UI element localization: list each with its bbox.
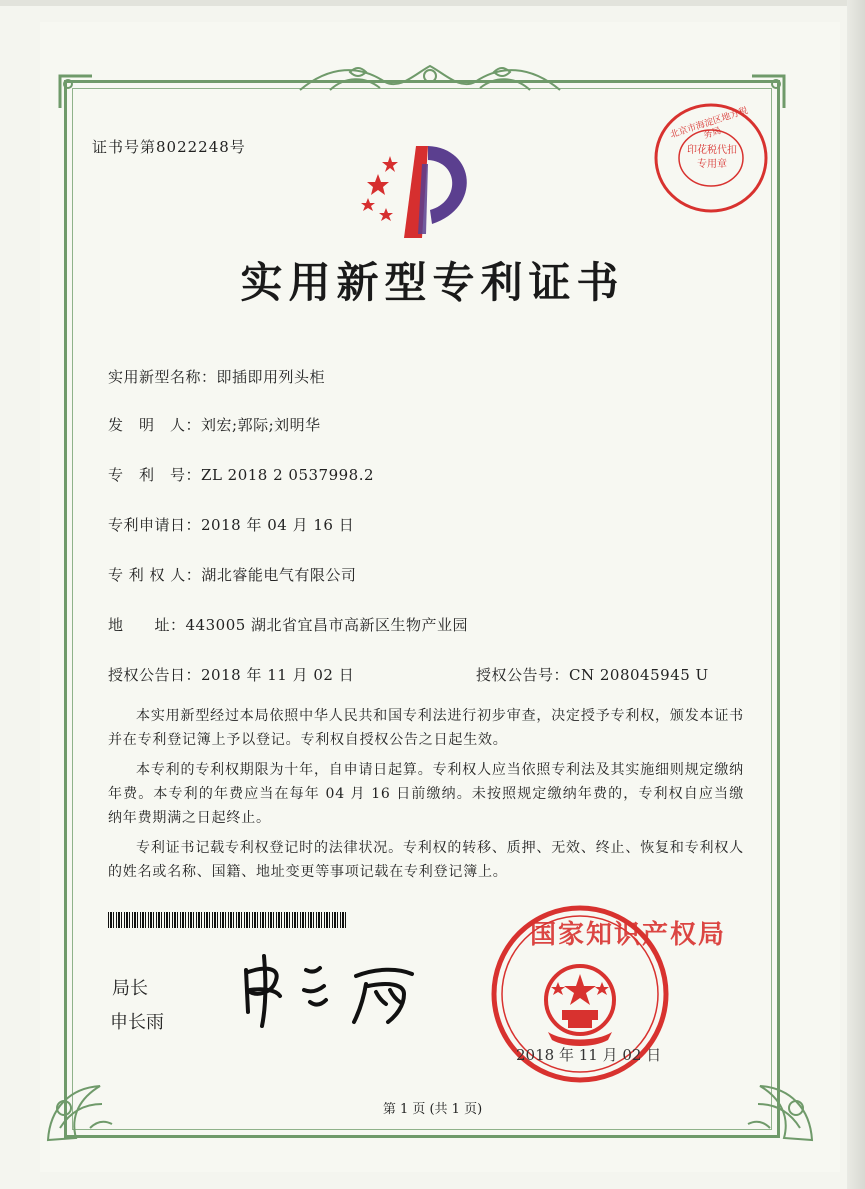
field-label: 专 利 号： <box>108 466 202 484</box>
director-name: 申长雨 <box>110 1012 164 1033</box>
scan-edge-top <box>0 0 865 6</box>
paragraph-grant-decision: 本实用新型经过本局依照中华人民共和国专利法进行初步审查，决定授予专利权，颁发本证书并在专利登记簿上予以登记。专利权自授权公告之日起生效。 <box>108 708 744 748</box>
seal-date: 2018 年 11 月 02 日 <box>516 1046 662 1064</box>
paragraph-legal-status: 专利证书记载专利权登记时的法律状况。专利权的转移、质押、无效、终止、恢复和专利权人的姓名或名称、国籍、地址变更等事项记载在专利登记簿上。 <box>108 840 744 880</box>
signature-icon <box>236 950 436 1030</box>
grant-number <box>476 664 709 685</box>
certificate-title: 实用新型专利证书 <box>240 258 625 307</box>
grant-date-value: 2018 年 11 月 02 日 <box>201 666 355 684</box>
grant-date <box>108 664 354 685</box>
field-value: ZL 2018 2 0537998.2 <box>201 466 375 484</box>
top-ornament-icon <box>290 60 570 96</box>
cnipa-logo-icon <box>356 138 486 248</box>
scan-edge-right <box>847 0 865 1189</box>
field-inventors <box>108 414 321 435</box>
field-label: 发 明 人： <box>108 416 202 434</box>
field-value: 刘宏;郭际;刘明华 <box>201 416 321 434</box>
grant-number-value: CN 208045945 U <box>569 666 709 684</box>
tax-stamp-inner-text: 印花税代扣专用章 <box>687 145 737 170</box>
field-patentee <box>108 564 356 585</box>
field-label: 实用新型名称： <box>108 368 217 386</box>
barcode <box>108 912 346 928</box>
field-value: 2018 年 04 月 16 日 <box>201 516 355 534</box>
field-label: 地 址： <box>108 616 186 634</box>
certificate-number: 证书号第8022248号 <box>92 138 246 156</box>
field-label: 专利申请日： <box>108 516 202 534</box>
field-utility-model-name <box>108 366 325 387</box>
grant-date-label: 授权公告日： <box>108 666 202 684</box>
grant-number-label: 授权公告号： <box>476 666 570 684</box>
tax-stamp-text: 北京市海淀区地方税务局 <box>669 106 750 142</box>
field-value: 443005 湖北省宜昌市高新区生物产业园 <box>185 616 469 634</box>
page-number: 第 1 页 (共 1 页) <box>382 1102 483 1117</box>
field-address <box>108 614 468 635</box>
field-patent-number <box>108 464 374 485</box>
paragraph-term-and-fees: 本专利的专利权期限为十年，自申请日起算。专利权人应当依照专利法及其实施细则规定缴纳年费。本专利的年费应当在每年 04 月 16 日前缴纳。未按照规定缴纳年费的，专利权自应当缴纳年费期满之日起终止。 <box>108 762 744 826</box>
director-title: 局长 <box>112 978 148 999</box>
field-value: 湖北睿能电气有限公司 <box>201 566 357 584</box>
corner-ornament-top-left-icon <box>56 72 96 112</box>
national-seal-text: 国家知识产权局 <box>530 920 727 950</box>
field-label: 专 利 权 人： <box>108 566 202 584</box>
field-value: 即插即用列头柜 <box>216 368 326 386</box>
field-application-date <box>108 514 354 535</box>
